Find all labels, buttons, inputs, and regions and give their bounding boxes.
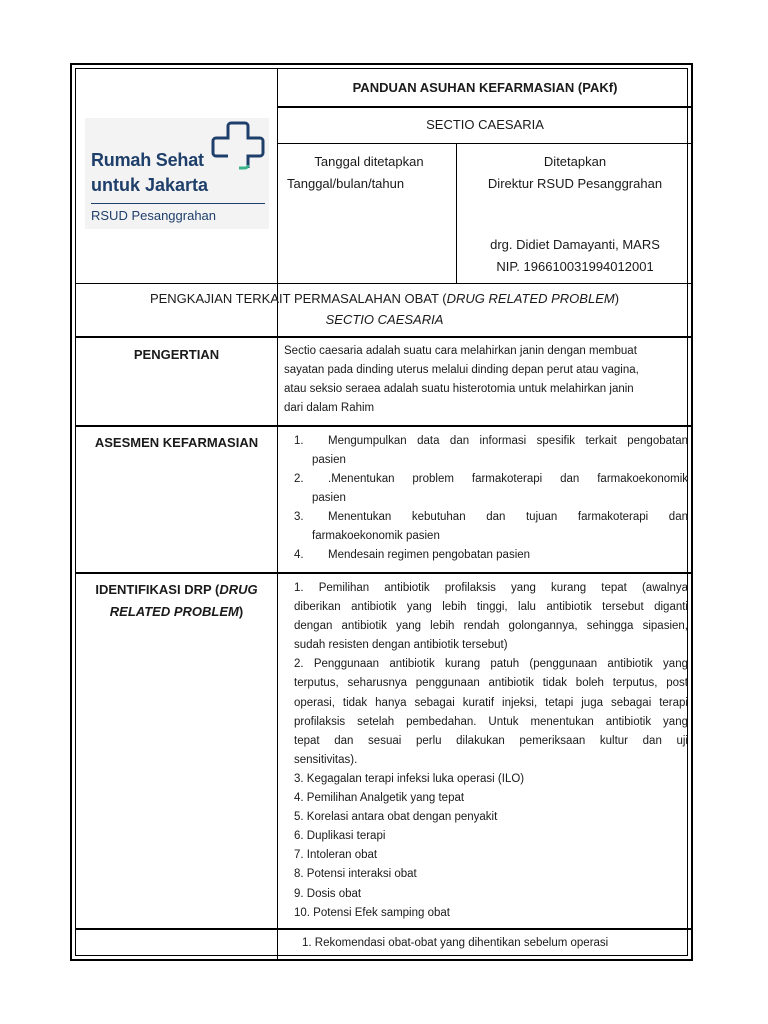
asesmen-item-continuation: pasien <box>312 492 346 504</box>
document-frame <box>70 63 693 961</box>
section-heading-line-2 <box>76 310 693 329</box>
section-heading-italic: DRUG RELATED PROBLEM <box>446 291 615 306</box>
identifikasi-line: sudah resisten dengan antibiotik tersebut) <box>294 639 508 652</box>
identifikasi-body <box>294 579 688 923</box>
asesmen-item-number: 2. <box>294 473 304 485</box>
identifikasi-bottom-rule <box>76 928 693 930</box>
identifikasi-line: 5. Korelasi antara obat dengan penyakit <box>294 811 498 824</box>
identifikasi-line: operasi, tidak hanya sebagai kuratif injeksi, tetapi juga sebagai terapi <box>294 696 688 709</box>
identifikasi-line: dengan antibiotik yang lebih rendah golongannya, sehingga sipasien, <box>294 620 688 633</box>
asesmen-item-text: Menentukan kebutuhan dan tujuan farmakoterapi dan <box>328 511 688 523</box>
asesmen-list <box>294 432 688 565</box>
logo-line-2: untuk Jakarta <box>91 175 209 195</box>
asesmen-item <box>294 546 688 565</box>
document-subtitle: SECTIO CAESARIA <box>426 117 544 132</box>
document-inner-frame <box>75 68 688 956</box>
section-heading-prefix: PENGKAJIAN TERKAIT PERMASALAHAN OBAT ( <box>149 291 447 306</box>
document-title: PANDUAN ASUHAN KEFARMASIAN (PAKf) <box>352 80 618 95</box>
asesmen-item-text: Mengumpulkan data dan informasi spesifik terkait pengobatan <box>328 435 688 447</box>
identifikasi-line: 10. Potensi Efek samping obat <box>294 906 450 919</box>
pengertian-label: PENGERTIAN <box>133 347 220 362</box>
section-heading-line-1 <box>76 289 693 308</box>
section-heading-subtitle: SECTIO CAESARIA <box>325 312 444 327</box>
logo-line-3: RSUD Pesanggrahan <box>91 208 217 223</box>
header-bottom-rule <box>76 283 693 284</box>
identifikasi-line: 8. Potensi interaksi obat <box>294 868 417 881</box>
identifikasi-label-italic-1: DRUG <box>219 582 258 597</box>
hospital-logo <box>85 118 269 229</box>
asesmen-item <box>294 432 688 470</box>
identifikasi-line: sensitivitas). <box>294 753 358 766</box>
section-heading-suffix: ) <box>614 291 620 306</box>
identifikasi-line: 4. Pemilihan Analgetik yang tepat <box>294 792 465 805</box>
asesmen-item-text: Mendesain regimen pengobatan pasien <box>328 549 531 561</box>
asesmen-item <box>294 470 688 508</box>
heading-bottom-rule <box>76 336 693 338</box>
column-divider <box>277 69 278 959</box>
identifikasi-line: profilaksis setelah pembedahan. Untuk menentukan antibiotik yang <box>294 715 688 728</box>
asesmen-item-number: 1. <box>294 435 304 447</box>
pengertian-body <box>284 342 686 418</box>
pengertian-bottom-rule <box>76 425 693 427</box>
subtitle-bottom-rule <box>277 143 693 144</box>
rekomendasi-line: 1. Rekomendasi obat-obat yang dihentikan sebelum operasi <box>302 937 609 949</box>
identifikasi-line: 6. Duplikasi terapi <box>294 830 386 843</box>
asesmen-item-number: 4. <box>294 549 304 561</box>
pengertian-line: atau seksio seraea adalah suatu histerotomia untuk melahirkan janin <box>284 383 634 395</box>
pengertian-line: dari dalam Rahim <box>284 402 375 414</box>
asesmen-item-continuation: pasien <box>312 454 346 466</box>
cross-icon <box>211 120 269 174</box>
ditetapkan-value: Direktur RSUD Pesanggrahan <box>487 176 663 191</box>
identifikasi-line: 1. Pemilihan antibiotik profilaksis yang kurang tepat (awalnya <box>294 582 688 594</box>
asesmen-item-continuation: farmakoekonomik pasien <box>312 530 440 542</box>
identifikasi-label-suffix: ) <box>238 604 244 619</box>
identifikasi-line: tepat dan sesuai perlu dilakukan pemeriksaan kultur dan uji <box>294 734 688 747</box>
asesmen-item-number: 3. <box>294 511 304 523</box>
tanggal-value: Tanggal/bulan/tahun <box>287 176 405 191</box>
identifikasi-line: 2. Penggunaan antibiotik kurang patuh (penggunaan antibiotik yang <box>294 658 688 671</box>
identifikasi-line: 7. Intoleran obat <box>294 849 378 862</box>
tanggal-label: Tanggal ditetapkan <box>314 154 424 169</box>
signer-name: drg. Didiet Damayanti, MARS <box>490 237 660 252</box>
pengertian-line: Sectio caesaria adalah suatu cara melahirkan janin dengan membuat <box>284 345 637 357</box>
signer-nip: NIP. 196610031994012001 <box>496 259 654 274</box>
asesmen-bottom-rule <box>76 572 693 574</box>
identifikasi-line: terputus, seharusnya penggunaan antibiotik tidak boleh terputus, post <box>294 677 688 690</box>
asesmen-label: ASESMEN KEFARMASIAN <box>94 435 259 450</box>
asesmen-item <box>294 508 688 546</box>
title-bottom-rule <box>277 106 693 108</box>
pengertian-line: sayatan pada dinding uterus melalui dinding depan perut atau vagina, <box>284 364 639 376</box>
identifikasi-label <box>76 579 277 623</box>
identifikasi-label-italic-2: RELATED PROBLEM <box>109 604 239 619</box>
logo-line-1: Rumah Sehat <box>91 150 204 170</box>
identifikasi-line: 3. Kegagalan terapi infeksi luka operasi (ILO) <box>294 772 525 785</box>
identifikasi-label-prefix: IDENTIFIKASI DRP ( <box>95 582 220 597</box>
identifikasi-line: 9. Dosis obat <box>294 887 362 900</box>
asesmen-item-text: .Menentukan problem farmakoterapi dan farmakoekonomik <box>328 473 688 485</box>
ditetapkan-label: Ditetapkan <box>543 154 607 169</box>
logo-divider <box>91 203 265 204</box>
identifikasi-line: diberikan antibiotik yang lebih tinggi, lalu antibiotik tersebut diganti <box>294 601 688 614</box>
